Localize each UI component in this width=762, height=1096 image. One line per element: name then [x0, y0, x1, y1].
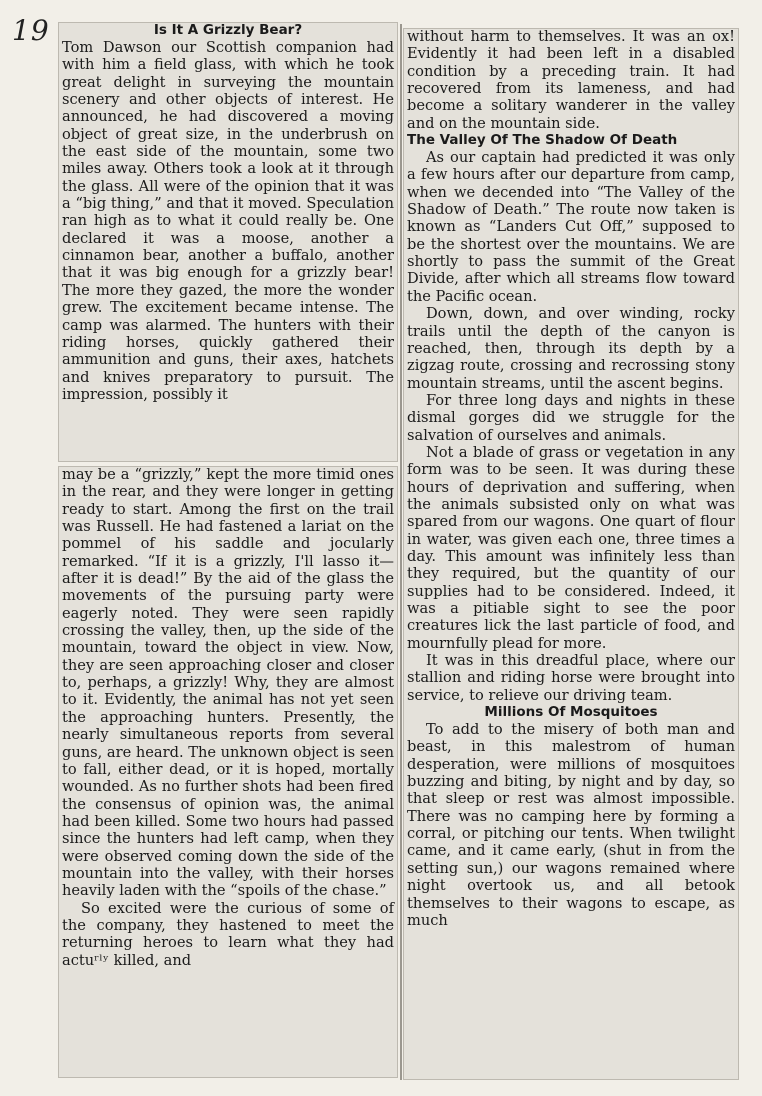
paragraph: without harm to themselves. It was an ox! Evidently it had been left in a disabled condition by a preceding train. It had recovered from its lameness, and had become a solitary wanderer in the valley and on the mountain side.	[407, 28, 735, 132]
page-number: 19	[12, 14, 50, 47]
paragraph: For three long days and nights in these dismal gorges did we struggle for the salvation of ourselves and animals.	[407, 391, 735, 444]
paragraph: Tom Dawson our Scottish companion had with him a field glass, with which he took great delight in surveying the mountain scenery and other objects of interest. He announced, he had discovered a moving object of great size, in the underbrush on the east side of the mountain, some two miles away. Others took a look at it through the glass. All were of the opinion that it was a “big thing,” and that it moved. Speculation ran high as to what it could really be. One declared it was a moose, another a cinnamon bear, another a buffalo, another that it was big enough for a grizzly bear! The more they gazed, the more the wonder grew. The excitement became intense. The camp was alarmed. The hunters with their riding horses, quickly gathered their ammunition and guns, their axes, hatchets and knives preparatory to pursuit. The impression, possibly it	[62, 39, 394, 403]
section-heading: Millions Of Mosquitoes	[484, 704, 658, 721]
paragraph: To add to the misery of both man and beast, in this malestrom of human desperation, were millions of mosquitoes buzzing and biting, by night and by day, so that sleep or rest was almost impossible. There was no camping here by forming a corral, or pitching our tents. When twilight came, and it came early, (shut in from the setting sun,) our wagons remained where night overtook us, and all betook themselves to their wagons to escape, as much	[407, 721, 735, 929]
section-heading: The Valley Of The Shadow Of Death	[407, 132, 678, 149]
clipping-column-right	[403, 28, 739, 1080]
paragraph: So excited were the curious of some of the company, they hastened to meet the returning heroes to learn what they had actuʳˡʸ killed, and	[62, 899, 394, 969]
paragraph: may be a “grizzly,” kept the more timid ones in the rear, and they were longer in getting ready to start. Among the first on the trail was Russell. He had fastened a lariat on the pommel of his saddle and jocularly remarked. “If it is a grizzly, I'll lasso it—after it is dead!” By the aid of the glass the movements of the pursuing party were eagerly noted. They were seen rapidly crossing the valley, then, up the side of the mountain, toward the object in view. Now, they are seen approaching closer and closer to, perhaps, a grizzly! Why, they are almost to it. Evidently, the animal has not yet seen the approaching hunters. Presently, the nearly simultaneous reports from several guns, are heard. The unknown object is seen to fall, either dead, or it is hoped, mortally wounded. As no further shots had been fired the consensus of opinion was, the animal had been killed. Some two hours had passed since the hunters had left camp, when they were observed coming down the side of the mountain into the valley, with their horses heavily laden with the “spoils of the chase.”	[62, 466, 394, 900]
paragraph: Not a blade of grass or vegetation in any form was to be seen. It was during these hours of deprivation and suffering, when the animals subsisted only on what was spared from our wagons. One quart of flour in water, was given each one, three times a day. This amount was infinitely less than they required, but the quantity of our supplies had to be considered. Indeed, it was a pitiable sight to see the poor creatures lick the last particle of food, and mournfully plead for more.	[407, 443, 735, 652]
paragraph: As our captain had predicted it was only a few hours after our departure from camp, when we decended into “The Valley of the Shadow of Death.” The route now taken is known as “Landers Cut Off,” supposed to be the shortest over the mountains. We are shortly to pass the summit of the Great Divide, after which all streams flow toward the Pacific ocean.	[407, 149, 735, 305]
article-heading: Is It A Grizzly Bear?	[153, 22, 303, 38]
paragraph: Down, down, and over winding, rocky trails until the depth of the canyon is reached, then, through its depth by a zigzag route, crossing and recrossing stony mountain streams, until the ascent begins.	[407, 305, 735, 392]
paragraph: It was in this dreadful place, where our stallion and riding horse were brought into service, to relieve our driving team.	[407, 652, 735, 704]
clipping-column-left-top	[58, 22, 398, 462]
clipping-column-left-bottom	[58, 466, 398, 1078]
column-divider	[400, 24, 402, 1080]
